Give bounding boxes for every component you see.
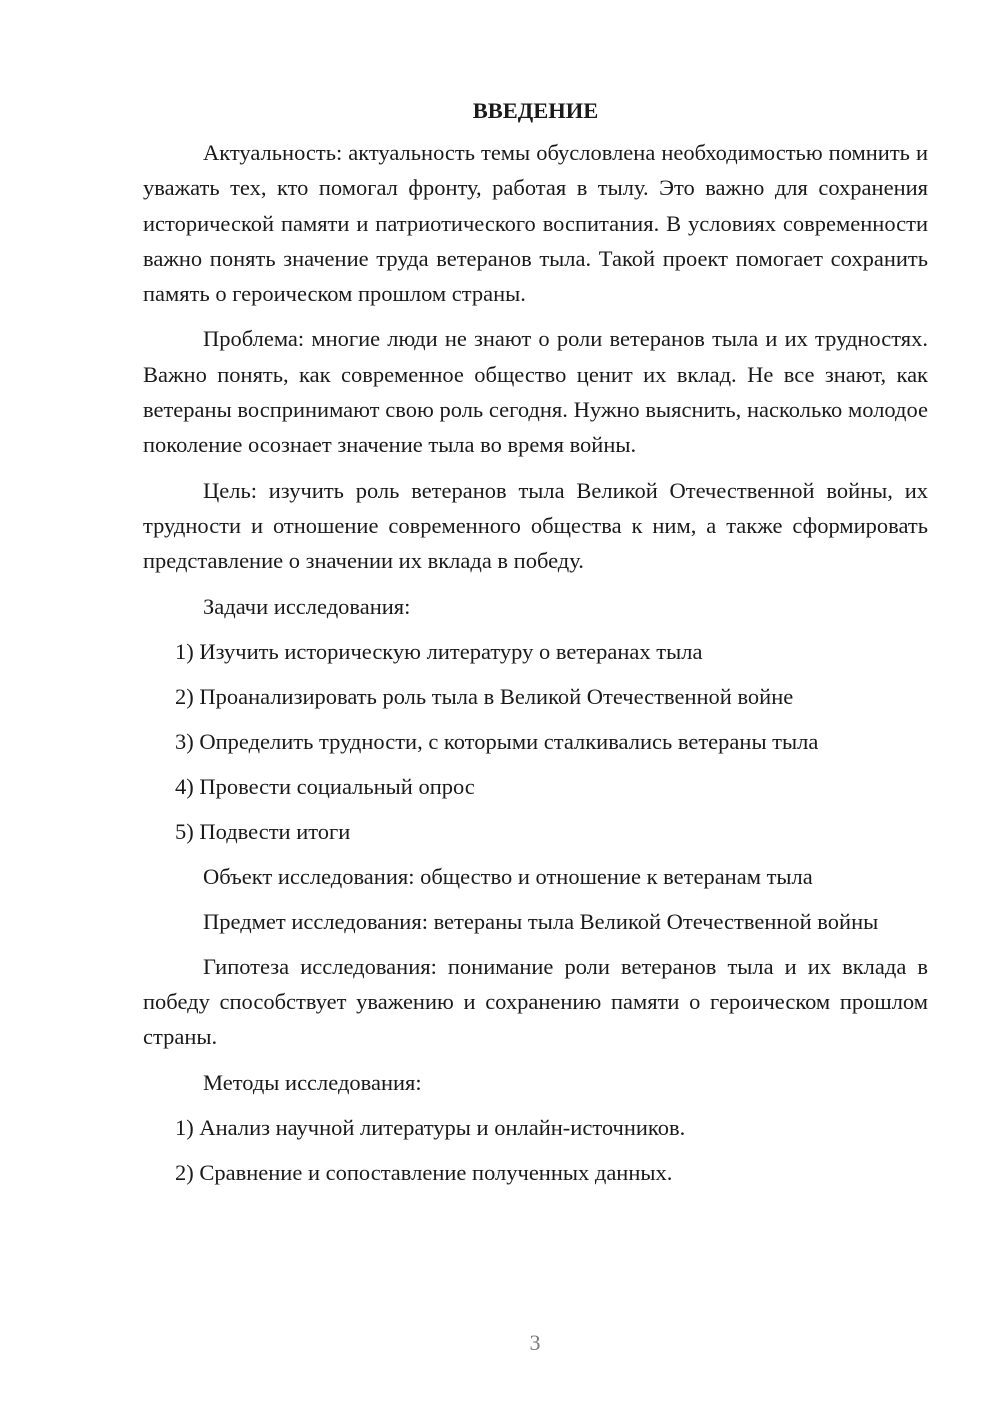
section-title: ВВЕДЕНИЕ	[472, 98, 599, 123]
page-number: 3	[529, 1330, 541, 1355]
document-page	[143, 96, 928, 1200]
method-item: 2) Сравнение и сопоставление полученных данных.	[175, 1159, 673, 1185]
paragraph-problem: Проблема: многие люди не знают о роли ветеранов тыла и их трудностях. Важно понять, как современное общество ценит их вклад. Не все знают, как ветераны воспринимают свою роль сегодня. Нужно выяснить, насколько молодое поколение осознает значение тыла во время войны.	[143, 326, 928, 458]
task-item: 2) Проанализировать роль тыла в Великой Отечественной войне	[175, 683, 794, 709]
paragraph-goal: Цель: изучить роль ветеранов тыла Великой Отечественной войны, их трудности и отношение современного общества к ним, а также сформировать представление о значении их вклада в победу.	[143, 477, 928, 574]
task-item: 4) Провести социальный опрос	[175, 773, 475, 799]
task-item: 1) Изучить историческую литературу о ветеранах тыла	[175, 638, 703, 664]
research-hypothesis: Гипотеза исследования: понимание роли ветеранов тыла и их вклада в победу способствует уважению и сохранению памяти о героическом прошлом страны.	[143, 953, 928, 1050]
methods-heading: Методы исследования:	[203, 1069, 422, 1095]
research-subject: Предмет исследования: ветераны тыла Великой Отечественной войны	[203, 908, 879, 934]
method-item: 1) Анализ научной литературы и онлайн-источников.	[175, 1114, 686, 1140]
tasks-heading: Задачи исследования:	[203, 593, 411, 619]
paragraph-relevance: Актуальность: актуальность темы обусловлена необходимостью помнить и уважать тех, кто помогал фронту, работая в тылу. Это важно для сохранения исторической памяти и патриотического воспитания. В условиях современности важно понять значение труда ветеранов тыла. Такой проект помогает сохранить память о героическом прошлом страны.	[143, 140, 928, 307]
research-object: Объект исследования: общество и отношение к ветеранам тыла	[203, 863, 813, 889]
task-item: 3) Определить трудности, с которыми сталкивались ветераны тыла	[175, 728, 819, 754]
task-item: 5) Подвести итоги	[175, 818, 351, 844]
